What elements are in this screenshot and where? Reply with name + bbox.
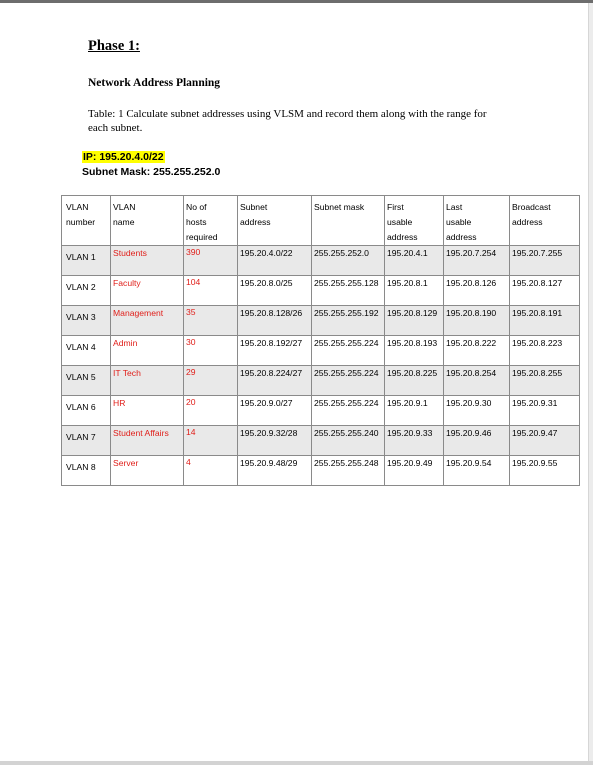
last-usable-cell: 195.20.9.30 [444, 396, 510, 426]
subnet-mask-cell: 255.255.255.224 [312, 366, 385, 396]
header-line: VLAN [113, 202, 136, 212]
vlan-number-header [62, 196, 111, 246]
last-usable-cell: 195.20.8.222 [444, 336, 510, 366]
vlan-name-cell: Management [111, 306, 184, 336]
hosts-required-cell: 4 [184, 456, 238, 486]
subnet-address-cell: 195.20.8.0/25 [238, 276, 312, 306]
subnet-address-cell: 195.20.9.0/27 [238, 396, 312, 426]
last-usable-cell: 195.20.7.254 [444, 246, 510, 276]
hosts-required-cell: 35 [184, 306, 238, 336]
table-row [62, 456, 580, 486]
subnet-mask-cell: 255.255.255.128 [312, 276, 385, 306]
header-line: First [387, 202, 404, 212]
vlan-number-cell: VLAN 6 [62, 396, 111, 426]
header-line: Broadcast [512, 202, 551, 212]
header-line: Last [446, 202, 463, 212]
hosts-required-cell: 29 [184, 366, 238, 396]
vlan-number-cell: VLAN 4 [62, 336, 111, 366]
last-usable-cell: 195.20.9.54 [444, 456, 510, 486]
broadcast-cell: 195.20.8.255 [510, 366, 580, 396]
first-usable-cell: 195.20.8.1 [385, 276, 444, 306]
first-usable-header [385, 196, 444, 246]
table-row [62, 426, 580, 456]
header-line: No of [186, 202, 207, 212]
vlan-number-cell: VLAN 5 [62, 366, 111, 396]
first-usable-cell: 195.20.8.225 [385, 366, 444, 396]
last-usable-cell: 195.20.8.126 [444, 276, 510, 306]
last-usable-cell: 195.20.8.190 [444, 306, 510, 336]
header-line: address [512, 217, 543, 227]
page-top-border [0, 0, 593, 3]
header-line: Subnet mask [314, 202, 365, 212]
header-line: address [446, 232, 477, 242]
subnet-mask-cell: 255.255.252.0 [312, 246, 385, 276]
vlan-number-cell: VLAN 3 [62, 306, 111, 336]
subnet-mask-cell: 255.255.255.224 [312, 396, 385, 426]
first-usable-cell: 195.20.8.129 [385, 306, 444, 336]
vlan-name-cell: Faculty [111, 276, 184, 306]
vlan-number-cell: VLAN 7 [62, 426, 111, 456]
ip-address-highlight: IP: 195.20.4.0/22 [83, 151, 164, 163]
broadcast-cell: 195.20.7.255 [510, 246, 580, 276]
vlsm-table [61, 195, 580, 486]
subnet-mask-cell: 255.255.255.224 [312, 336, 385, 366]
broadcast-cell: 195.20.8.127 [510, 276, 580, 306]
first-usable-cell: 195.20.4.1 [385, 246, 444, 276]
phase-title: Phase 1: [88, 38, 140, 54]
vlan-name-cell: IT Tech [111, 366, 184, 396]
first-usable-cell: 195.20.9.49 [385, 456, 444, 486]
table-row [62, 396, 580, 426]
hosts-required-cell: 20 [184, 396, 238, 426]
broadcast-cell: 195.20.8.191 [510, 306, 580, 336]
subnet-mask-cell: 255.255.255.248 [312, 456, 385, 486]
hosts-required-header [184, 196, 238, 246]
header-line: usable [446, 217, 472, 227]
subnet-mask-header [312, 196, 385, 246]
header-line: usable [387, 217, 413, 227]
vlan-name-cell: Admin [111, 336, 184, 366]
table-caption: Table: 1 Calculate subnet addresses using VLSM and record them along with the range for each subnet. [88, 108, 487, 134]
section-title: Network Address Planning [88, 77, 221, 89]
subnet-address-cell: 195.20.8.128/26 [238, 306, 312, 336]
ip-address-line [82, 151, 165, 163]
subnet-address-cell: 195.20.4.0/22 [238, 246, 312, 276]
first-usable-cell: 195.20.8.193 [385, 336, 444, 366]
page-right-scroll-edge [588, 3, 593, 765]
vlan-name-cell: HR [111, 396, 184, 426]
vlan-number-cell: VLAN 2 [62, 276, 111, 306]
subnet-mask-cell: 255.255.255.192 [312, 306, 385, 336]
header-line: required [186, 232, 218, 242]
subnet-address-cell: 195.20.8.224/27 [238, 366, 312, 396]
page-bottom-border [0, 761, 593, 765]
vlan-name-header [111, 196, 184, 246]
last-usable-cell: 195.20.9.46 [444, 426, 510, 456]
broadcast-cell: 195.20.8.223 [510, 336, 580, 366]
table-row [62, 246, 580, 276]
subnet-address-cell: 195.20.8.192/27 [238, 336, 312, 366]
first-usable-cell: 195.20.9.1 [385, 396, 444, 426]
header-line: name [113, 217, 135, 227]
header-line: number [66, 217, 96, 227]
broadcast-cell: 195.20.9.31 [510, 396, 580, 426]
header-line: address [240, 217, 271, 227]
table-header-row [62, 196, 580, 246]
table-row [62, 276, 580, 306]
vlan-number-cell: VLAN 1 [62, 246, 111, 276]
subnet-address-header [238, 196, 312, 246]
header-line: address [387, 232, 418, 242]
hosts-required-cell: 14 [184, 426, 238, 456]
broadcast-cell: 195.20.9.47 [510, 426, 580, 456]
hosts-required-cell: 30 [184, 336, 238, 366]
table-row [62, 366, 580, 396]
subnet-address-cell: 195.20.9.32/28 [238, 426, 312, 456]
hosts-required-cell: 104 [184, 276, 238, 306]
table-row [62, 306, 580, 336]
hosts-required-cell: 390 [184, 246, 238, 276]
subnet-address-cell: 195.20.9.48/29 [238, 456, 312, 486]
broadcast-cell: 195.20.9.55 [510, 456, 580, 486]
subnet-mask-line: Subnet Mask: 255.255.252.0 [82, 166, 221, 178]
header-line: hosts [186, 217, 207, 227]
vlan-name-cell: Server [111, 456, 184, 486]
last-usable-cell: 195.20.8.254 [444, 366, 510, 396]
vlan-name-cell: Student Affairs [111, 426, 184, 456]
table-body [62, 246, 580, 486]
header-line: VLAN [66, 202, 89, 212]
first-usable-cell: 195.20.9.33 [385, 426, 444, 456]
vlan-number-cell: VLAN 8 [62, 456, 111, 486]
broadcast-header [510, 196, 580, 246]
subnet-mask-cell: 255.255.255.240 [312, 426, 385, 456]
table-row [62, 336, 580, 366]
header-line: Subnet [240, 202, 268, 212]
vlan-name-cell: Students [111, 246, 184, 276]
last-usable-header [444, 196, 510, 246]
